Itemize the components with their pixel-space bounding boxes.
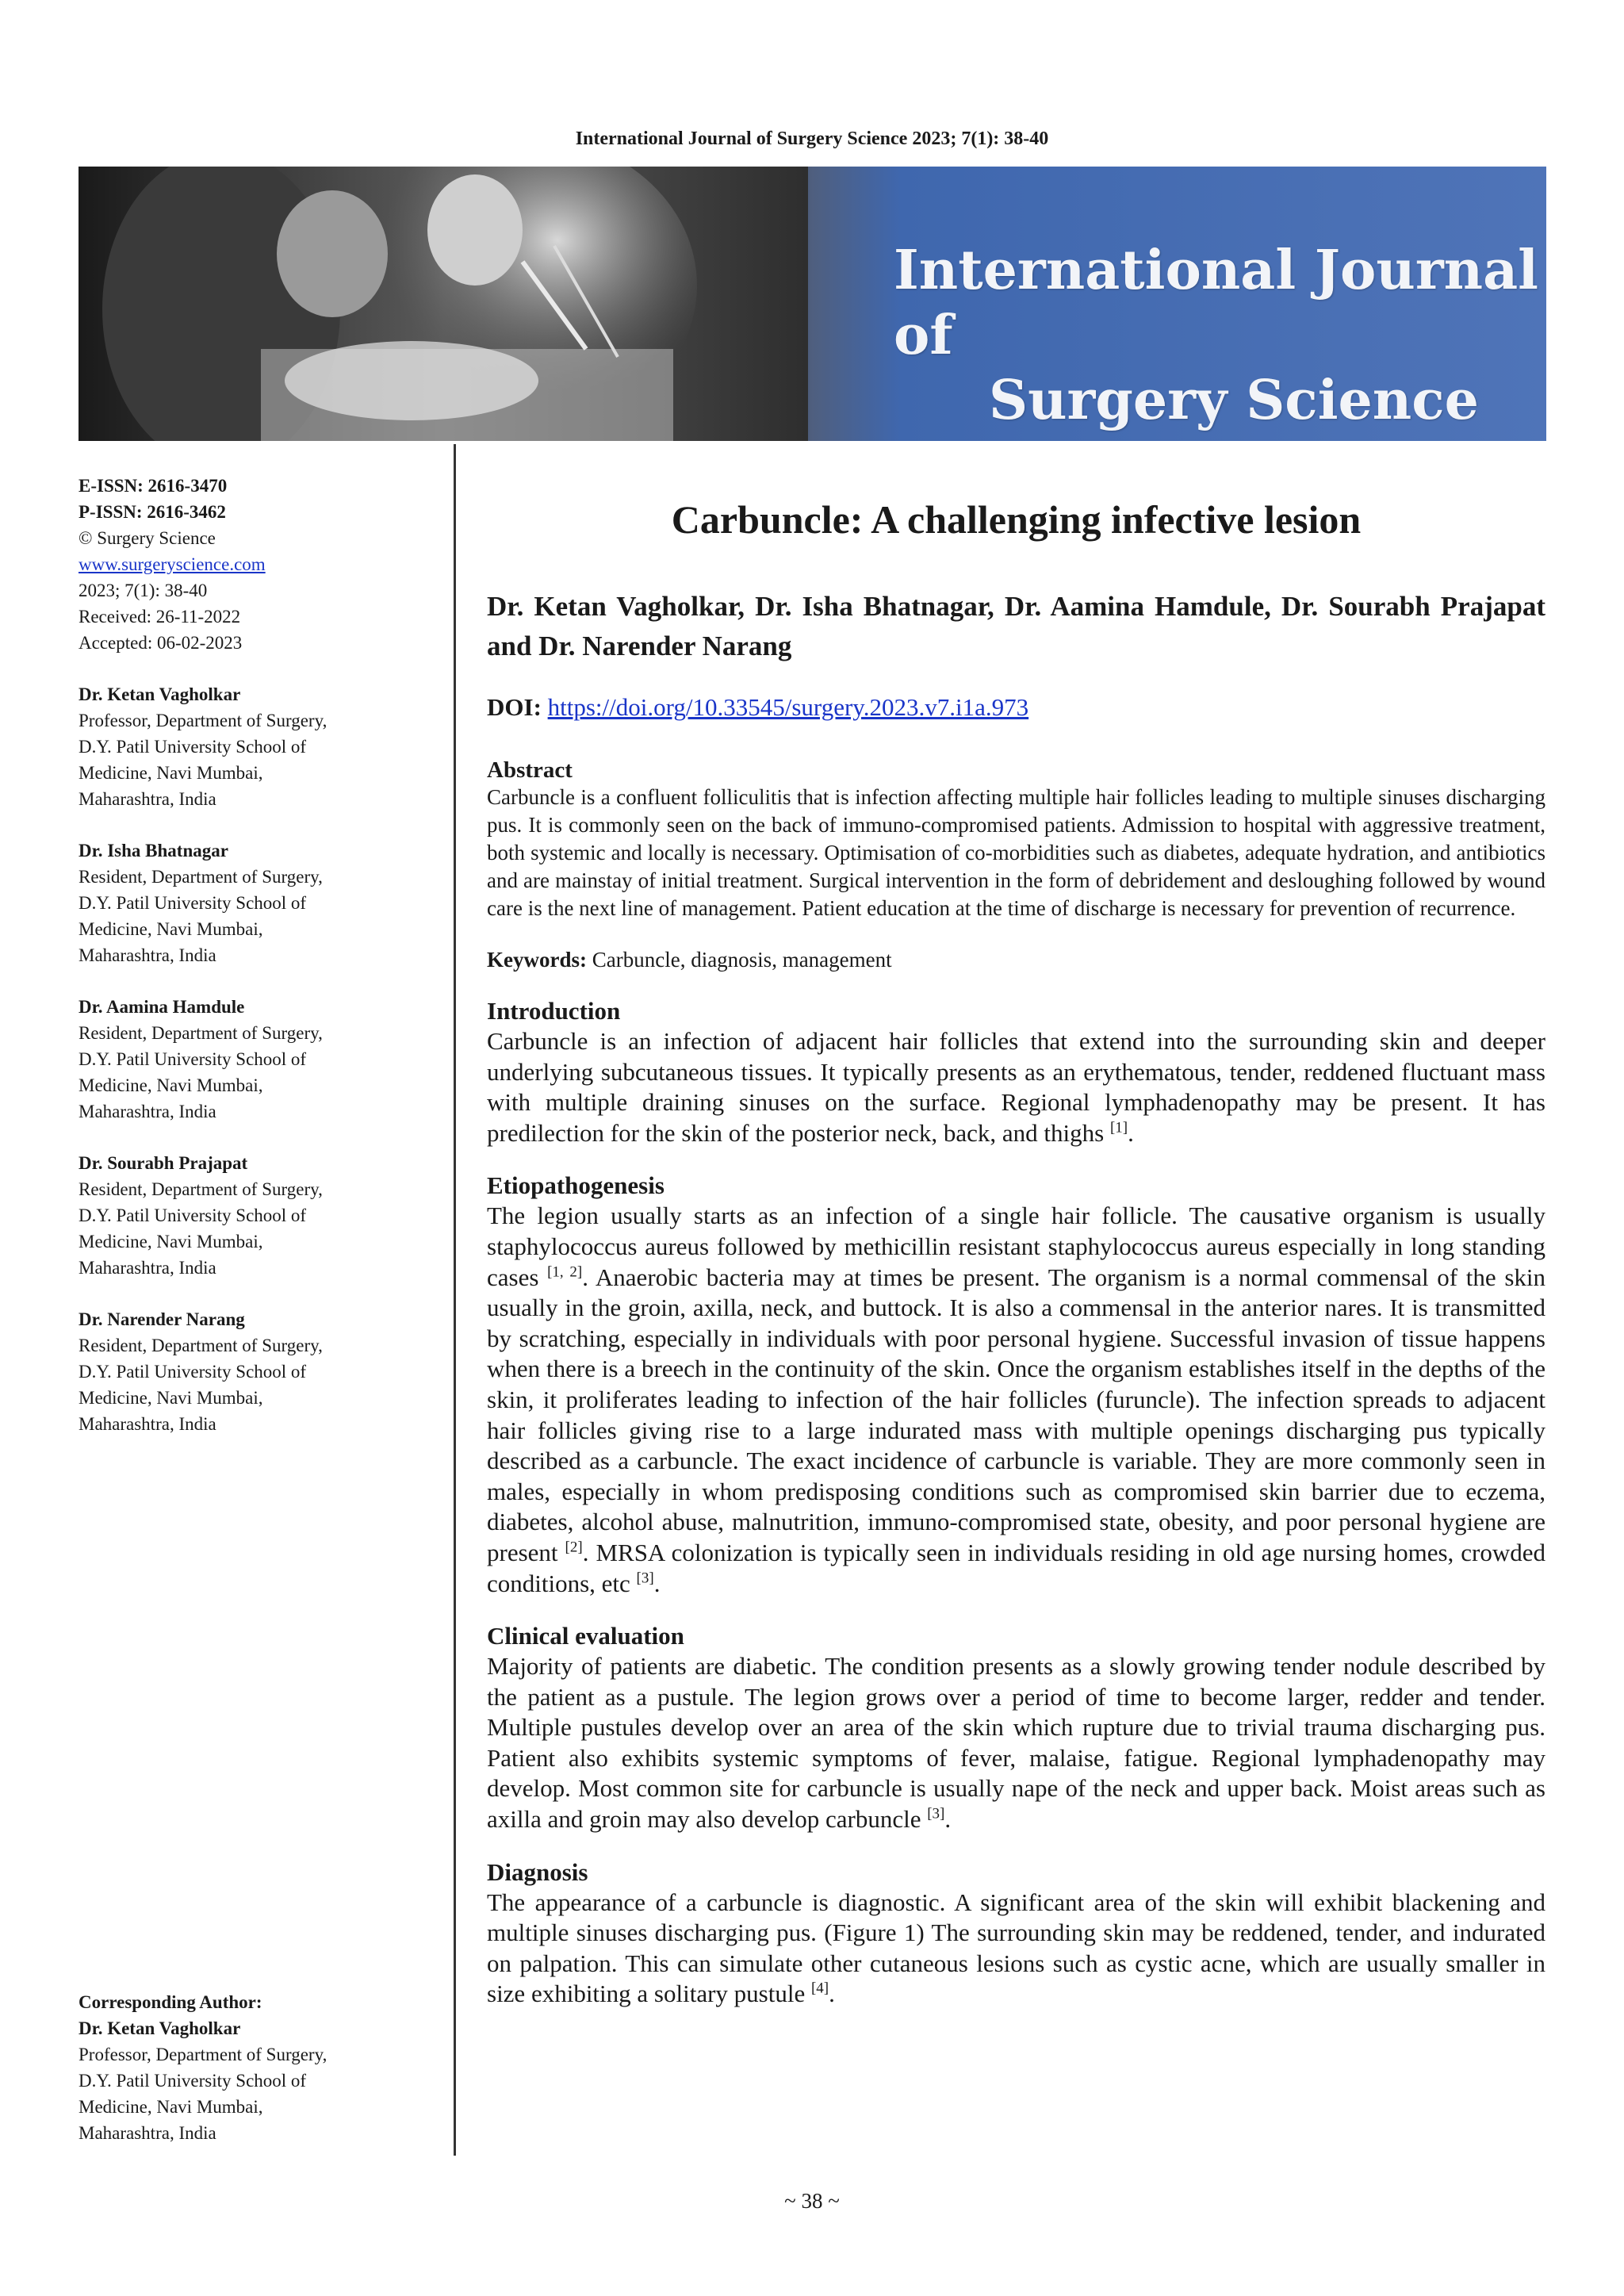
pissn: P-ISSN: 2616-3462 [79,502,226,522]
affiliation-line: Maharashtra, India [79,789,216,809]
affiliation-line: D.Y. Patil University School of [79,2071,307,2091]
paragraph-text: The appearance of a carbuncle is diagnostic. A significant area of the skin will exhibit blackening and multiple sinuses discharging pus. (Figure 1) The surrounding skin may be reddened, tender, and indurated on palpation. This can simulate other cutaneous lesions such as cystic acne, which are usually smaller in size exhibiting a solitary pustule [487,1888,1545,2008]
paragraph-text: Majority of patients are diabetic. The condition presents as a slowly growing tender nodule described by the patient as a pustule. The legion grows over a period of time to become larger, redder and tender. Multiple pustules develop over an area of the skin which rupture due to trivial trauma discharging pus. Patient also exhibits systemic symptoms of fever, malaise, fatigue. Regional lymphadenopathy may develop. Most common site for carbuncle is usually nape of the neck and upper back. Moist areas such as axilla and groin may also develop carbuncle [487,1652,1545,1834]
affiliation-line: D.Y. Patil University School of [79,1049,307,1069]
affiliation-line: Maharashtra, India [79,2123,216,2143]
paragraph-text: . [944,1805,952,1834]
affiliation [79,681,443,812]
affiliation [79,1150,443,1281]
affiliation-line: Maharashtra, India [79,945,216,965]
affiliation-line: Maharashtra, India [79,1258,216,1278]
keywords-text: Carbuncle, diagnosis, management [592,948,892,972]
introduction-paragraph [487,1026,1545,1148]
citation: [3] [636,1570,654,1587]
corresponding-label: Corresponding Author: [79,1992,262,2012]
affiliation [79,994,443,1125]
corresponding-name: Dr. Ketan Vagholkar [79,2018,241,2038]
page-number: ~ 38 ~ [784,2189,840,2213]
abstract-heading: Abstract [487,757,573,783]
website-link[interactable]: www.surgeryscience.com [79,554,266,574]
author-name: Dr. Ketan Vagholkar [79,684,241,704]
keywords-label: Keywords: [487,948,587,972]
clinical-evaluation-paragraph [487,1651,1545,1835]
diagnosis-paragraph [487,1888,1545,2010]
affiliation-line: Resident, Department of Surgery, [79,1179,323,1199]
affiliation-line: Professor, Department of Surgery, [79,711,327,730]
affiliation-line: Medicine, Navi Mumbai, [79,919,263,939]
affiliation [79,838,443,968]
paragraph-text: . [829,1980,835,2008]
author-name: Dr. Aamina Hamdule [79,997,245,1017]
author-name: Dr. Isha Bhatnagar [79,841,228,861]
doi-link[interactable]: https://doi.org/10.33545/surgery.2023.v7.i1a.973 [547,693,1029,721]
citation: [3] [927,1805,945,1823]
citation: [4] [810,1980,829,1998]
surgery-photo [79,167,808,441]
abstract-text: Carbuncle is a confluent folliculitis that is infection affecting multiple hair follicles leading to multiple sinuses discharging pus. It is commonly seen on the back of immuno-compromised patients. Admission to hospital with aggressive treatment, both systemic and locally is necessary. Optimisation of co-morbidities such as diabetes, adequate hydration, and antibiotics and are mainstay of initial treatment. Surgical intervention in the form of debridement and desloughing followed by wound care is the next line of management. Patient education at the time of discharge is necessary for prevention of recurrence. [487,785,1545,920]
section-heading-etiopathogenesis: Etiopathogenesis [487,1171,665,1200]
affiliation-line: Maharashtra, India [79,1414,216,1434]
keywords [487,946,1545,974]
affiliation-line: Medicine, Navi Mumbai, [79,1232,263,1251]
banner-title-line1: International Journal of [894,239,1538,367]
copyright: © Surgery Science [79,528,216,548]
affiliation-line: D.Y. Patil University School of [79,893,307,913]
affiliation-line: Medicine, Navi Mumbai, [79,1388,263,1408]
volume-info: 2023; 7(1): 38-40 [79,581,208,600]
affiliation-line: D.Y. Patil University School of [79,1205,307,1225]
etiopathogenesis-paragraph [487,1201,1545,1599]
citation: [2] [565,1539,583,1556]
affiliation-line: Maharashtra, India [79,1102,216,1121]
publication-meta [79,473,443,656]
journal-banner [79,167,1546,441]
paragraph-text: The legion usually starts as an infection of a single hair follicle. The causative organism is usually staphylococcus aureus followed by methicillin resistant staphylococcus aureus especially in long standing cases [487,1202,1545,1291]
section-heading-clinical-evaluation: Clinical evaluation [487,1622,684,1650]
paragraph-text: . Anaerobic bacteria may at times be present. The organism is a normal commensal of the skin usually in the groin, axilla, neck, and buttock. It is also a commensal in the anterior nares. It is transmitted by scratching, especially in individuals with poor personal hygiene. Successful invasion of tissue happens when there is a breech in the continuity of the skin. Once the organism establishes itself in the depths of the skin, it proliferates leading to infection of the hair follicles (furuncle). The infection spreads to adjacent hair follicles giving rise to a large indurated mass with multiple openings discharging pus typically described as a carbuncle. The exact incidence of carbuncle is variable. They are more commonly seen in males, especially in whom predisposing conditions such as compromised skin barrier due to eczema, diabetes, alcohol abuse, malnutrition, immuno-compromised state, obesity, and poor personal hygiene are present [487,1263,1546,1566]
article-title: Carbuncle: A challenging infective lesion [671,497,1362,542]
author-name: Dr. Narender Narang [79,1309,245,1329]
received-date: Received: 26-11-2022 [79,607,241,627]
affiliation-line: Resident, Department of Surgery, [79,1023,323,1043]
running-head: International Journal of Surgery Science 2023; 7(1): 38-40 [575,128,1049,149]
affiliation-line: Medicine, Navi Mumbai, [79,2097,263,2117]
accepted-date: Accepted: 06-02-2023 [79,633,243,653]
affiliation-line: Medicine, Navi Mumbai, [79,1075,263,1095]
section-heading-diagnosis: Diagnosis [487,1857,588,1886]
affiliation [79,1306,443,1437]
banner-title-line2: Surgery Science [989,369,1479,432]
affiliation-line: D.Y. Patil University School of [79,737,307,757]
paragraph-text: . [1128,1118,1134,1147]
affiliation-line: D.Y. Patil University School of [79,1362,307,1382]
corresponding-author [79,1989,443,2146]
affiliation-line: Resident, Department of Surgery, [79,1336,323,1355]
author-name: Dr. Sourabh Prajapat [79,1153,248,1173]
article-body [487,492,1545,2010]
sidebar [79,473,443,1437]
section-heading-introduction: Introduction [487,997,621,1025]
paragraph-text: Carbuncle is an infection of adjacent hair follicles that extend into the surrounding skin and deeper underlying subcutaneous tissues. It typically presents as an erythematous, tender, reddened fluctuant mass with multiple draining sinuses on the surface. Regional lymphadenopathy may be present. It has predilection for the skin of the posterior neck, back, and thighs [487,1027,1545,1147]
paragraph-text: . [653,1569,661,1597]
paragraph-text: . MRSA colonization is typically seen in individuals residing in old age nursing homes, crowded conditions, etc [487,1538,1546,1597]
affiliation-line: Medicine, Navi Mumbai, [79,763,263,783]
banner-title [894,238,1544,433]
citation: [1] [1109,1119,1128,1137]
author-list: Dr. Ketan Vagholkar, Dr. Isha Bhatnagar, Dr. Aamina Hamdule, Dr. Sourabh Prajapat and Dr. Narender Narang [487,591,1545,661]
affiliation-line: Resident, Department of Surgery, [79,867,323,887]
doi [487,693,1545,722]
citation: [1, 2] [547,1263,583,1281]
doi-label: DOI: [487,693,542,721]
column-divider [454,444,456,2156]
eissn: E-ISSN: 2616-3470 [79,476,228,496]
affiliation-line: Professor, Department of Surgery, [79,2045,327,2064]
